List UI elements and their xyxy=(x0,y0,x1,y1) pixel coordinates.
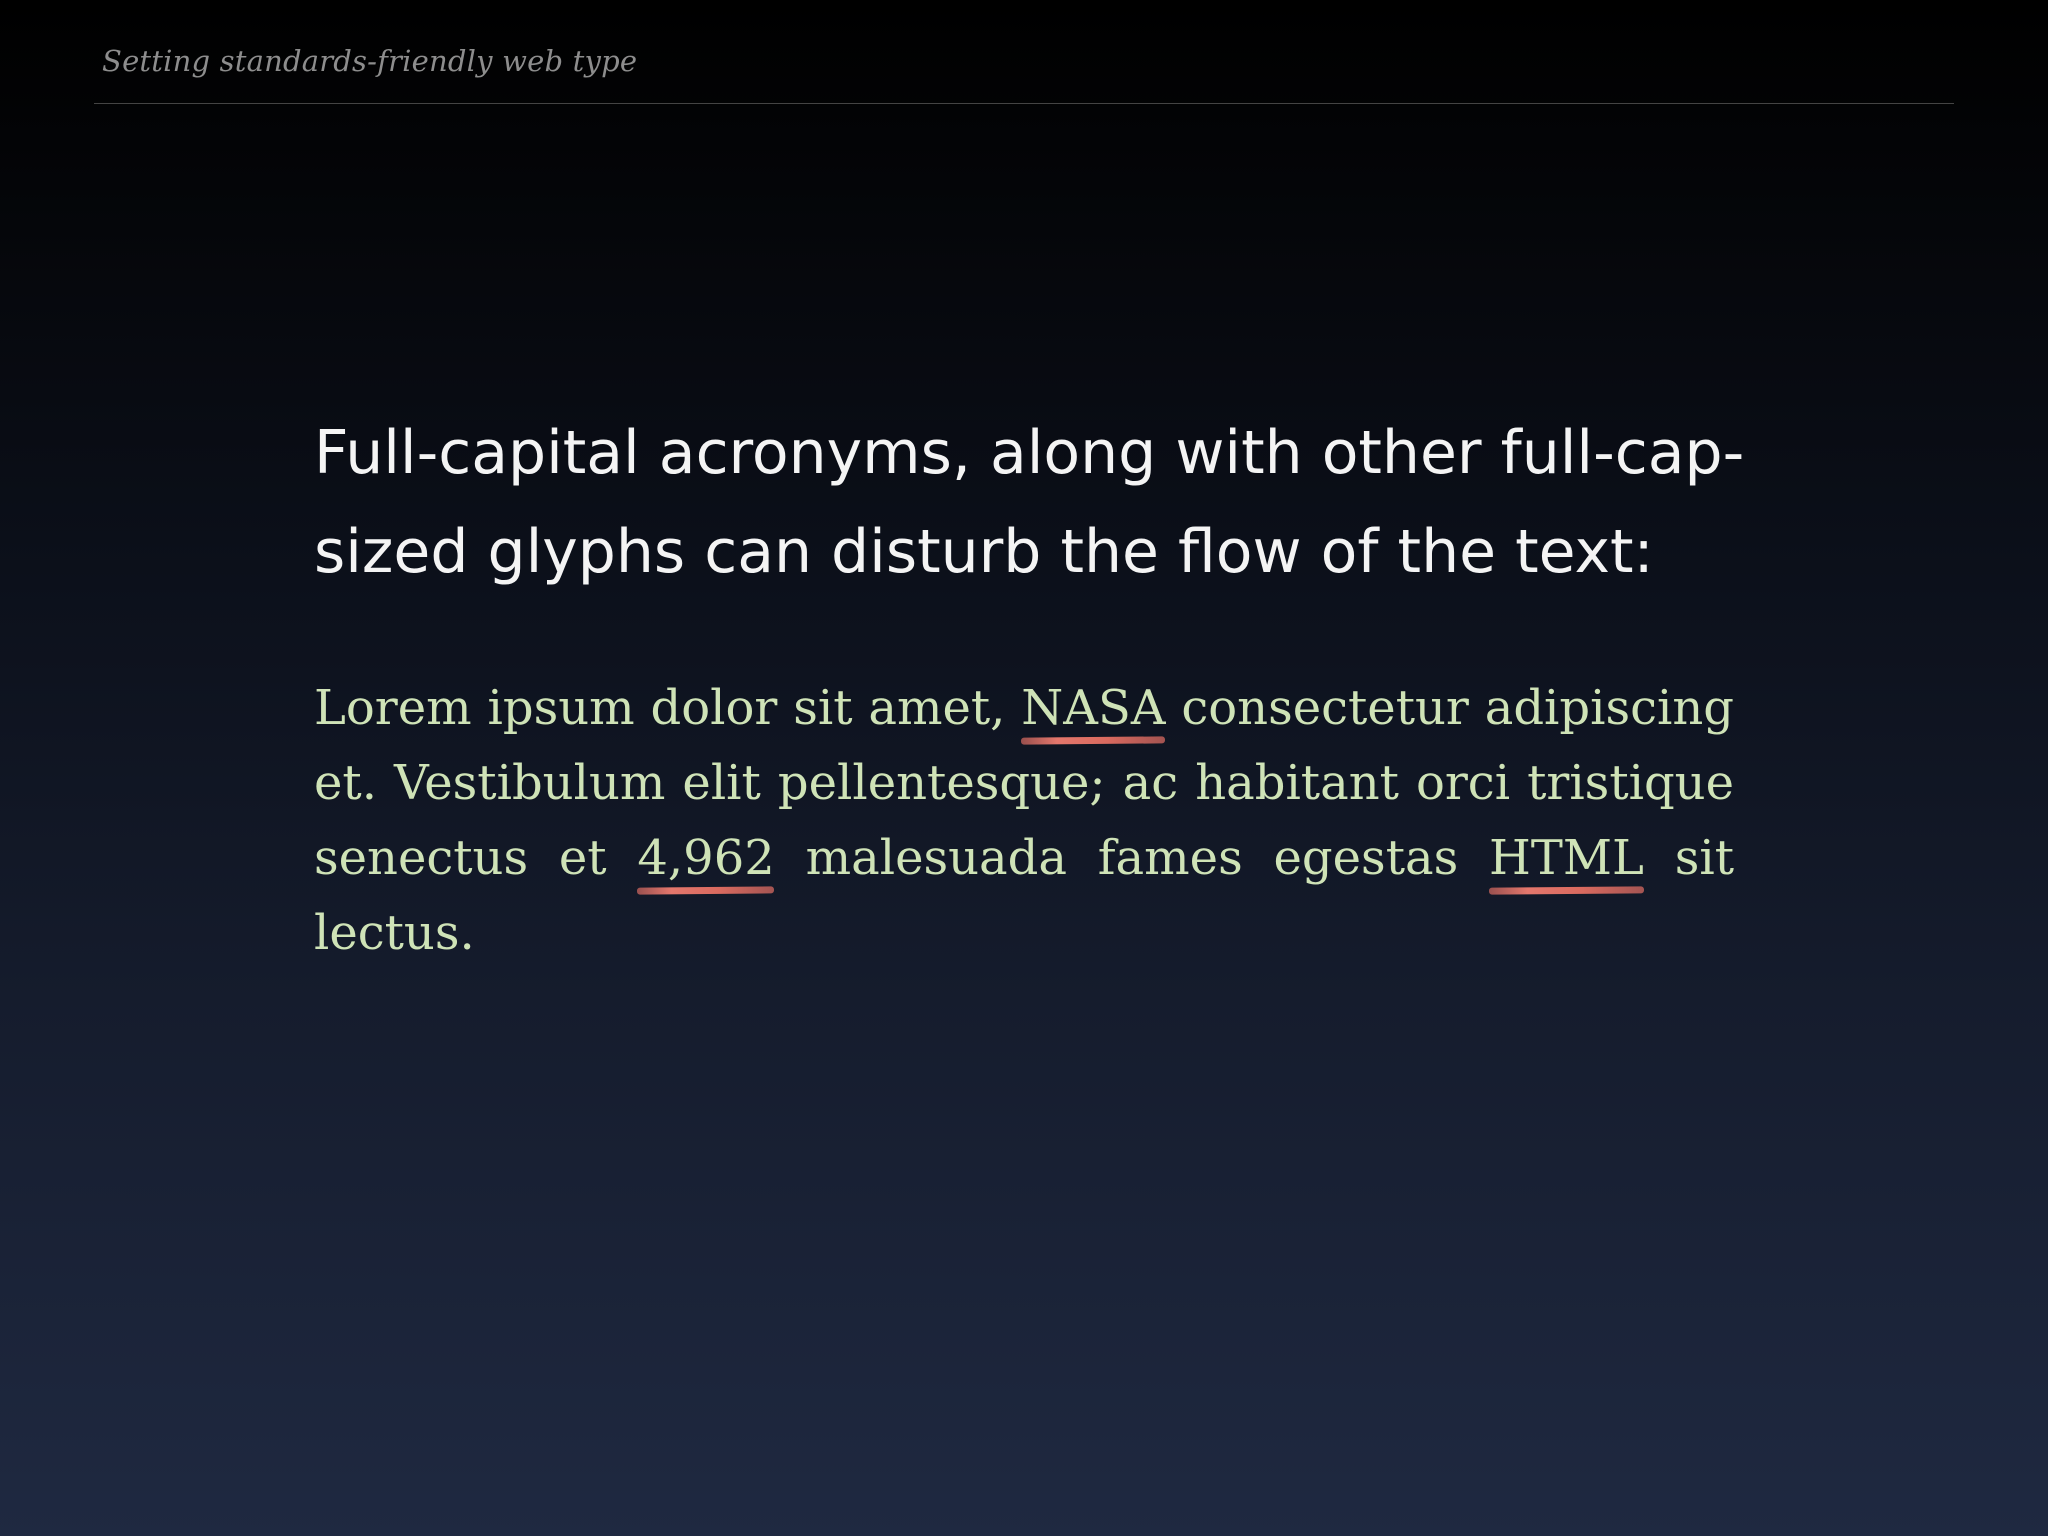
heading-line-1: Full-capital acronyms, along with other full-cap- xyxy=(314,418,1745,488)
highlight-underline xyxy=(1489,886,1644,894)
heading-line-2: sized glyphs can disturb the flow of the text: xyxy=(314,517,1654,587)
highlighted-acronym-nasa xyxy=(1021,680,1166,736)
highlighted-acronym-html xyxy=(1489,830,1644,886)
example-text-4: sit lectus. xyxy=(314,830,1735,961)
slide-heading xyxy=(314,404,1764,602)
number-text: 4,962 xyxy=(637,830,775,886)
example-paragraph xyxy=(314,671,1734,971)
example-text-2: consectetur adipiscing et. Vestibulum elit pellentesque; ac habitant orci tristique senectus et xyxy=(314,680,1734,886)
acronym-html-text: HTML xyxy=(1489,830,1644,886)
highlight-underline xyxy=(1021,736,1165,744)
header-divider xyxy=(94,103,1954,104)
highlight-underline xyxy=(637,886,774,894)
slide-header-title: Setting standards-friendly web type xyxy=(102,44,638,78)
highlighted-number xyxy=(637,830,775,886)
example-text-1: Lorem ipsum dolor sit amet, xyxy=(314,680,1022,736)
acronym-nasa-text: NASA xyxy=(1021,680,1166,736)
example-text-3: malesuada fames egestas xyxy=(774,830,1490,886)
